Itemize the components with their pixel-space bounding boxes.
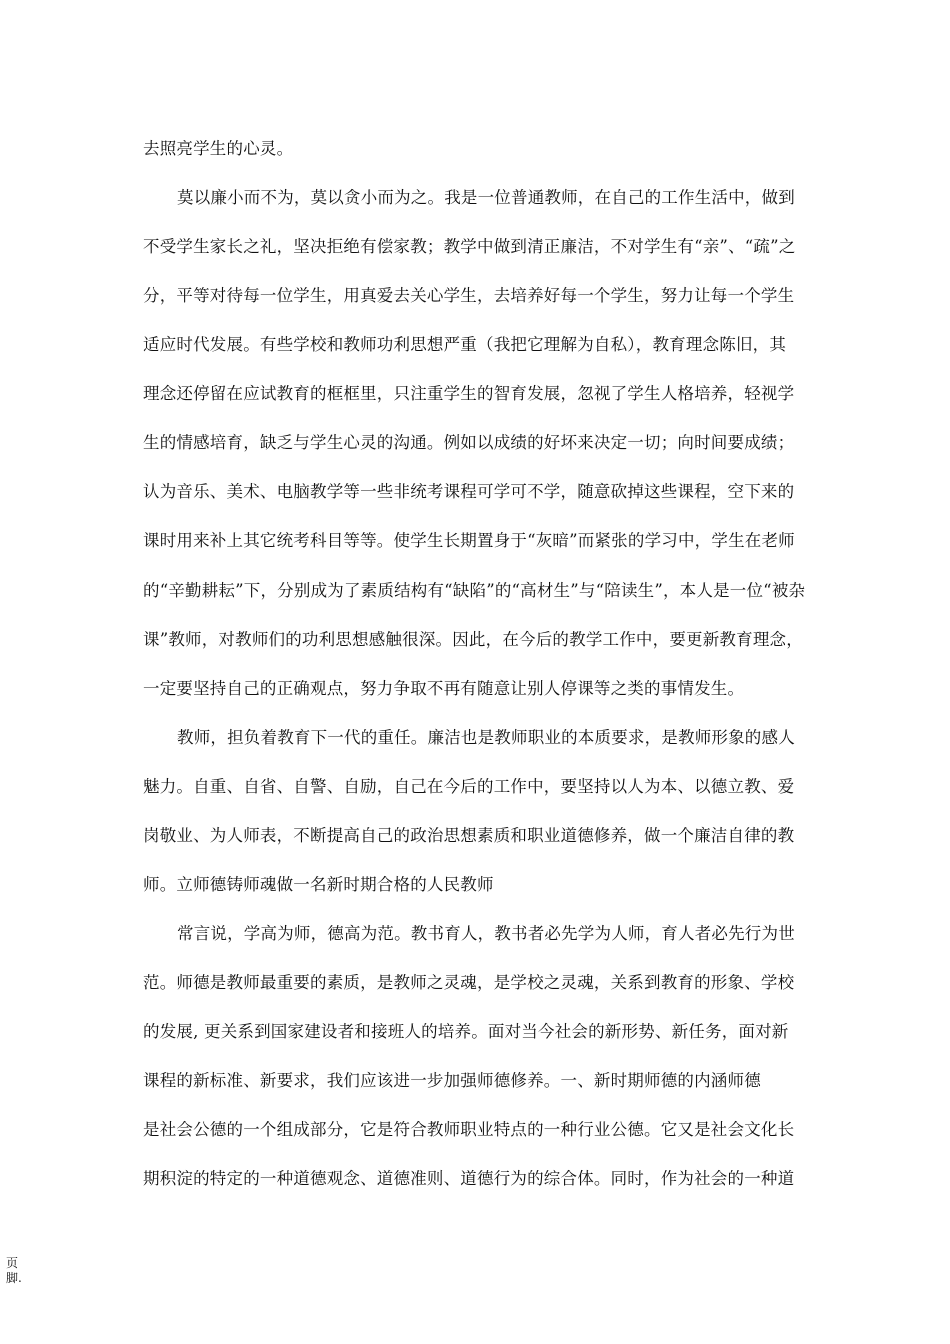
footer-line: 脚. <box>6 1271 22 1285</box>
text-line: 不受学生家长之礼，坚决拒绝有偿家教；教学中做到清正廉洁，不对学生有“亲”、“疏”之 <box>143 237 796 256</box>
text-line: 范。师德是教师最重要的素质，是教师之灵魂，是学校之灵魂，关系到教育的形象、学校 <box>143 973 795 992</box>
text-line: 适应时代发展。有些学校和教师功利思想严重（我把它理解为自私），教育理念陈旧，其 <box>143 335 787 354</box>
text-line: 是社会公德的一个组成部分，它是符合教师职业特点的一种行业公德。它又是社会文化长 <box>143 1120 795 1139</box>
text-line: 岗敬业、为人师表，不断提高自己的政治思想素质和职业道德修养，做一个廉洁自律的教 <box>143 826 795 845</box>
text-line: 生的情感培育，缺乏与学生心灵的沟通。例如以成绩的好坏来决定一切；向时间要成绩； <box>143 433 795 452</box>
text-line: 期积淀的特定的一种道德观念、道德准则、道德行为的综合体。同时，作为社会的一种道 <box>143 1169 795 1188</box>
page-footer <box>6 1256 26 1286</box>
text-line: 课”教师，对教师们的功利思想感触很深。因此，在今后的教学工作中，要更新教育理念， <box>143 630 803 649</box>
text-line: 分，平等对待每一位学生，用真爱去关心学生，去培养好每一个学生，努力让每一个学生 <box>143 286 795 305</box>
text-line: 莫以廉小而不为，莫以贪小而为之。我是一位普通教师，在自己的工作生活中，做到 <box>177 188 795 207</box>
text-line: 的“辛勤耕耘”下，分别成为了素质结构有“缺陷”的“高材生”与“陪读生”，本人是一位“被杂 <box>143 581 806 600</box>
text-line: 认为音乐、美术、电脑教学等一些非统考课程可学可不学，随意砍掉这些课程，空下来的 <box>143 482 795 501</box>
text-line: 师。立师德铸师魂做一名新时期合格的人民教师 <box>143 875 494 894</box>
text-line: 去照亮学生的心灵。 <box>143 139 294 158</box>
text-line: 的发展, 更关系到国家建设者和接班人的培养。面对当今社会的新形势、新任务，面对新 <box>143 1022 789 1041</box>
footer-line: 页 <box>6 1256 19 1270</box>
text-line: 课程的新标准、新要求，我们应该进一步加强师德修养。一、新时期师德的内涵师德 <box>143 1071 761 1090</box>
text-line: 魅力。自重、自省、自警、自励，自己在今后的工作中，要坚持以人为本、以德立教、爱 <box>143 777 795 796</box>
text-line: 常言说，学高为师，德高为范。教书育人，教书者必先学为人师，育人者必先行为世 <box>177 924 795 943</box>
text-line: 教师，担负着教育下一代的重任。廉洁也是教师职业的本质要求，是教师形象的感人 <box>177 728 795 747</box>
text-line: 课时用来补上其它统考科目等等。使学生长期置身于“灰暗”而紧张的学习中，学生在老师 <box>143 531 795 550</box>
text-line: 一定要坚持自己的正确观点，努力争取不再有随意让别人停课等之类的事情发生。 <box>143 679 745 698</box>
text-line: 理念还停留在应试教育的框框里，只注重学生的智育发展，忽视了学生人格培养，轻视学 <box>143 384 795 403</box>
